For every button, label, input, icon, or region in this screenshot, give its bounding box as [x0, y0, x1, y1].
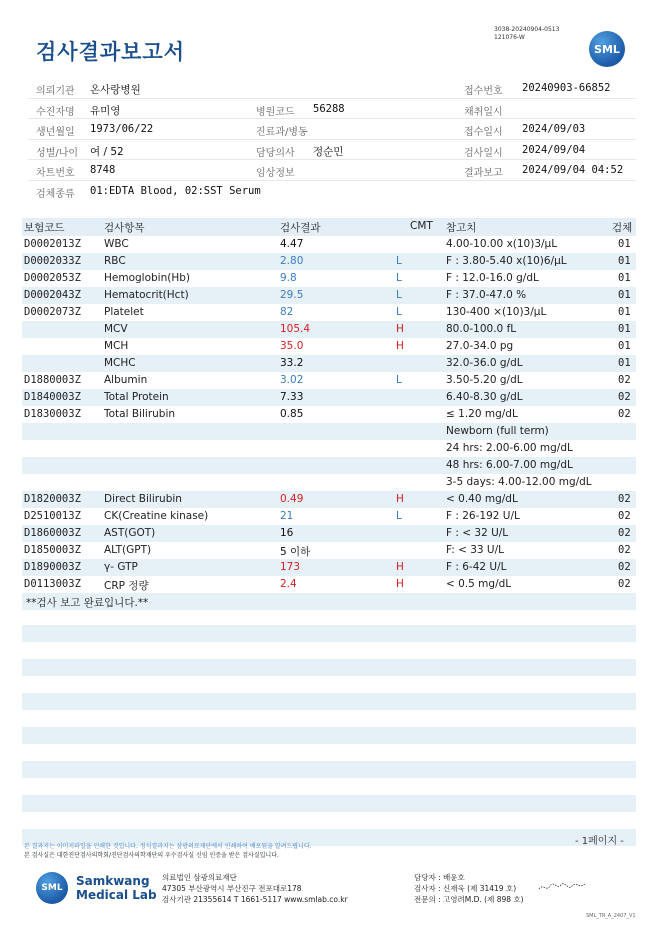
cell-result: 0.85: [280, 408, 304, 420]
cell-result: 9.8: [280, 272, 297, 284]
table-row: [22, 474, 636, 491]
cell-ref: 6.40-8.30 g/dL: [446, 391, 523, 403]
cell-spec: 02: [618, 391, 631, 403]
page-number: - 1페이지 -: [575, 836, 624, 847]
cell-spec: 02: [618, 493, 631, 505]
empty-row: [22, 795, 636, 812]
doctor-value: 정순민: [313, 145, 344, 158]
cell-flag: H: [396, 340, 404, 352]
document-id: [494, 26, 559, 42]
cell-ref: F : 6-42 U/L: [446, 561, 507, 573]
cell-spec: 02: [618, 544, 631, 556]
patient-info: [28, 78, 636, 201]
table-row: [22, 457, 636, 474]
cell-code: D1820003Z: [24, 493, 81, 505]
cell-ref: 3.50-5.20 g/dL: [446, 374, 523, 386]
cell-spec: 01: [618, 238, 631, 250]
header-result: 검사결과: [280, 222, 321, 234]
cell-code: D1860003Z: [24, 527, 81, 539]
cell-ref: < 0.5 mg/dL: [446, 578, 512, 590]
info-row-institution: [28, 78, 636, 99]
table-row: [22, 372, 636, 389]
test-date-label: 검사일시: [464, 147, 503, 159]
collect-date-label: 채취일시: [464, 106, 503, 118]
cell-ref: 32.0-36.0 g/dL: [446, 357, 523, 369]
institution-label: 의뢰기관: [36, 86, 75, 97]
cell-name: Direct Bilirubin: [104, 493, 182, 505]
cell-result: 2.80: [280, 255, 304, 267]
signature-image: [537, 880, 587, 894]
cell-name: Total Protein: [104, 391, 169, 403]
info-row-patient: [28, 99, 636, 120]
cell-spec: 01: [618, 255, 631, 267]
receipt-no-label: 접수번호: [464, 86, 503, 97]
cell-result: 2.4: [280, 578, 297, 590]
cell-name: MCH: [104, 340, 129, 352]
cell-code: D1880003Z: [24, 374, 81, 386]
cell-spec: 02: [618, 561, 631, 573]
institution-value: 온사랑병원: [90, 84, 141, 96]
info-row-sex-age: [28, 140, 636, 161]
cell-flag: L: [396, 272, 402, 284]
footer-sml-logo: SML: [36, 872, 68, 904]
dept-label: 진료과/병동: [256, 127, 308, 138]
cell-ref: 4.00-10.00 x(10)3/μL: [446, 238, 558, 250]
cell-spec: 01: [618, 272, 631, 284]
cell-ref: 80.0-100.0 fL: [446, 323, 517, 335]
header-cmt: CMT: [410, 220, 433, 232]
cell-ref: < 0.40 mg/dL: [446, 493, 518, 505]
cell-ref: F : 37.0-47.0 %: [446, 289, 527, 301]
table-row: [22, 440, 636, 457]
end-note: **검사 보고 완료입니다.**: [26, 597, 149, 609]
table-row: [22, 304, 636, 321]
document-id-line2: 121076-W: [494, 34, 525, 41]
table-row: [22, 236, 636, 253]
birth-label: 생년월일: [36, 127, 75, 138]
cell-result: 4.47: [280, 238, 304, 250]
doctor-label: 담당의사: [256, 147, 295, 159]
empty-row: [22, 727, 636, 744]
cell-code: D1830003Z: [24, 408, 81, 420]
table-row: [22, 406, 636, 423]
sml-logo: SML: [589, 31, 625, 67]
table-row: [22, 423, 636, 440]
cell-flag: H: [396, 493, 404, 505]
cell-flag: L: [396, 255, 402, 267]
cell-flag: L: [396, 289, 402, 301]
report-date-label: 결과보고: [464, 168, 503, 179]
cell-code: D0002053Z: [24, 272, 81, 284]
header-ref: 참고치: [446, 222, 477, 234]
cell-name: CRP 정량: [104, 580, 149, 592]
info-row-specimen: [28, 181, 636, 202]
cell-result: 21: [280, 510, 294, 522]
cell-code: D1890003Z: [24, 561, 81, 573]
cell-code: D1850003Z: [24, 544, 81, 556]
table-row: [22, 253, 636, 270]
header-code: 보험코드: [24, 222, 65, 234]
table-row: [22, 559, 636, 576]
table-row: [22, 576, 636, 593]
specimen-label: 검체종류: [36, 188, 75, 200]
org-info: [162, 872, 348, 905]
cell-code: D0002073Z: [24, 306, 81, 318]
table-row: [22, 287, 636, 304]
cell-ref: 24 hrs: 2.00-6.00 mg/dL: [446, 442, 573, 454]
empty-row: [22, 659, 636, 676]
birth-value: 1973/06/22: [90, 123, 154, 135]
brand-line2: Medical Lab: [76, 888, 157, 902]
cell-ref: F : < 32 U/L: [446, 527, 509, 539]
cell-spec: 01: [618, 289, 631, 301]
cell-spec: 02: [618, 510, 631, 522]
empty-row: [22, 761, 636, 778]
cell-spec: 02: [618, 578, 631, 590]
table-row: [22, 525, 636, 542]
cell-result: 82: [280, 306, 294, 318]
cell-name: MCV: [104, 323, 128, 335]
cell-ref: F : 3.80-5.40 x(10)6/μL: [446, 255, 567, 267]
page-title: 검사결과보고서: [36, 40, 186, 64]
cell-flag: H: [396, 323, 404, 335]
chart-no-value: 8748: [90, 164, 116, 176]
cell-result: 16: [280, 527, 294, 539]
table-row: [22, 389, 636, 406]
cell-name: Total Bilirubin: [104, 408, 176, 420]
cell-ref: Newborn (full term): [446, 425, 549, 437]
table-row: [22, 355, 636, 372]
table-row: [22, 321, 636, 338]
clinical-label: 임상정보: [256, 168, 295, 179]
document-id-line1: 3038-20240904-0513: [494, 26, 560, 33]
table-row: [22, 542, 636, 559]
empty-rows: [22, 625, 636, 829]
table-row: [22, 508, 636, 525]
staff-manager: 담당자 : 배윤호: [414, 873, 465, 882]
sex-age-value: 여 / 52: [90, 145, 124, 158]
cell-code: D0113003Z: [24, 578, 81, 590]
cell-flag: H: [396, 578, 404, 590]
footer-brand: [76, 874, 157, 902]
cell-ref: 27.0-34.0 pg: [446, 340, 514, 352]
staff-info: [414, 872, 524, 905]
receipt-no-value: 20240903-66852: [522, 82, 611, 94]
header-name: 검사항목: [104, 222, 145, 234]
cell-name: Albumin: [104, 374, 148, 386]
report-date-value: 2024/09/04 04:52: [522, 164, 624, 176]
patient-value: 유미영: [90, 104, 121, 117]
cell-ref: 130-400 ×(10)3/μL: [446, 306, 547, 318]
patient-label: 수진자명: [36, 106, 75, 118]
receipt-date-label: 접수일시: [464, 127, 503, 138]
cell-result: 7.33: [280, 391, 304, 403]
receipt-date-value: 2024/09/03: [522, 123, 586, 135]
table-row: [22, 270, 636, 287]
cell-code: D0002013Z: [24, 238, 81, 250]
cell-result: 173: [280, 561, 301, 573]
cell-result: 33.2: [280, 357, 304, 369]
cell-result: 0.49: [280, 493, 304, 505]
cell-ref: F: < 33 U/L: [446, 544, 505, 556]
specimen-value: 01:EDTA Blood, 02:SST Serum: [90, 184, 261, 197]
table-row: [22, 491, 636, 508]
cell-spec: 02: [618, 408, 631, 420]
empty-row: [22, 693, 636, 710]
cell-ref: 48 hrs: 6.00-7.00 mg/dL: [446, 459, 573, 471]
results-rows: [22, 236, 636, 593]
cell-code: D2510013Z: [24, 510, 81, 522]
cell-ref: ≤ 1.20 mg/dL: [446, 408, 518, 420]
image-note: 본 결과지는 이미지파일을 인쇄한 것입니다. 정식결과지는 삼광의료재단에서 인쇄하여 배포됨을 알려드립니다.: [24, 843, 312, 850]
chart-no-label: 차트번호: [36, 168, 75, 179]
cell-spec: 02: [618, 527, 631, 539]
cell-flag: L: [396, 374, 402, 386]
results-table-header: [22, 218, 636, 236]
org-contact: 검사기관 21355614 T 1661-5117 www.smlab.co.kr: [162, 895, 348, 904]
end-note-row: [22, 593, 636, 610]
cell-result: 105.4: [280, 323, 311, 335]
cell-code: D0002043Z: [24, 289, 81, 301]
org-address: 47305 부산광역시 부산진구 전포대로178: [162, 884, 302, 893]
header-spec: 검체: [612, 222, 633, 234]
hospital-code-value: 56288: [313, 102, 345, 115]
cell-code: D1840003Z: [24, 391, 81, 403]
cell-flag: H: [396, 561, 404, 573]
cell-flag: L: [396, 306, 402, 318]
cell-name: MCHC: [104, 357, 136, 369]
cell-name: CK(Creatine kinase): [104, 510, 209, 522]
org-name: 의료법인 삼광의료재단: [162, 873, 237, 882]
cell-ref: F : 12.0-16.0 g/dL: [446, 272, 539, 284]
info-row-chart: [28, 160, 636, 181]
table-row: [22, 338, 636, 355]
hospital-code-label: 병원코드: [256, 106, 295, 118]
cell-ref: 3-5 days: 4.00-12.00 mg/dL: [446, 476, 592, 488]
form-code: SML_TR_A_2407_V1: [586, 913, 636, 919]
test-date-value: 2024/09/04: [522, 143, 586, 156]
cell-spec: 02: [618, 374, 631, 386]
cell-ref: F : 26-192 U/L: [446, 510, 520, 522]
brand-line1: Samkwang: [76, 874, 150, 888]
cell-spec: 01: [618, 306, 631, 318]
sex-age-label: 성별/나이: [36, 147, 79, 159]
cell-name: Hematocrit(Hct): [104, 289, 189, 301]
cell-name: AST(GOT): [104, 527, 156, 539]
cell-result: 29.5: [280, 289, 304, 301]
cell-result: 35.0: [280, 340, 304, 352]
empty-row: [22, 625, 636, 642]
cell-spec: 01: [618, 357, 631, 369]
cell-name: Hemoglobin(Hb): [104, 272, 191, 284]
cell-result: 3.02: [280, 374, 304, 386]
cell-name: γ- GTP: [104, 561, 138, 573]
cell-spec: 01: [618, 340, 631, 352]
info-row-birth: [28, 119, 636, 140]
results-table: [22, 218, 636, 610]
cell-flag: L: [396, 510, 402, 522]
cell-result: 5 이하: [280, 546, 311, 558]
cell-spec: 01: [618, 323, 631, 335]
staff-specialist: 전문의 : 고영려M.D. (제 898 호): [414, 895, 524, 904]
accreditation-note: 본 검사실은 대한진단검사의학회/진단검사의학재단의 우수검사실 신임 인증을 받은 검사실입니다.: [24, 852, 279, 859]
cell-name: ALT(GPT): [104, 544, 152, 556]
cell-name: RBC: [104, 255, 126, 267]
cell-name: Platelet: [104, 306, 144, 318]
cell-code: D0002033Z: [24, 255, 81, 267]
staff-tester: 검사자 : 신재욱 (제 31419 호): [414, 884, 517, 893]
cell-name: WBC: [104, 238, 129, 250]
